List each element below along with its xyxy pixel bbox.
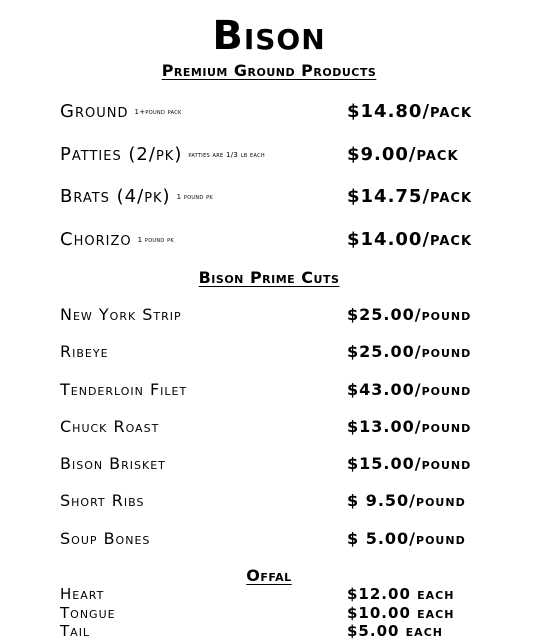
item-price: $25.00/pound bbox=[347, 305, 472, 324]
menu-row-tongue bbox=[60, 604, 490, 622]
item-name bbox=[60, 101, 182, 123]
menu-row-chuck-roast bbox=[60, 416, 490, 438]
menu-row-short-ribs bbox=[60, 490, 490, 512]
menu-row-heart bbox=[60, 585, 490, 603]
menu-row-brats bbox=[60, 186, 490, 208]
item-price: $9.00/pack bbox=[347, 144, 459, 165]
section-heading-prime-label: Bison Prime Cuts bbox=[198, 268, 340, 287]
item-price: $12.00 each bbox=[347, 585, 455, 603]
menu-row-new-york-strip bbox=[60, 304, 490, 326]
item-name-text: Chorizo bbox=[60, 229, 132, 250]
item-price: $14.80/pack bbox=[347, 101, 473, 122]
section-heading-offal bbox=[0, 566, 538, 586]
item-name-text: Ground bbox=[60, 101, 129, 122]
item-name bbox=[60, 186, 213, 208]
item-price: $ 5.00/pound bbox=[347, 529, 466, 548]
item-price: $10.00 each bbox=[347, 604, 455, 622]
item-note: 1 pound pk bbox=[176, 193, 213, 201]
item-name: Tail bbox=[60, 622, 91, 640]
item-price: $5.00 each bbox=[347, 622, 443, 640]
item-name-text: Brats (4/pk) bbox=[60, 186, 171, 207]
item-price: $43.00/pound bbox=[347, 380, 472, 399]
item-name: Short Ribs bbox=[60, 491, 145, 510]
menu-row-ground bbox=[60, 101, 490, 123]
item-name: Bison Brisket bbox=[60, 454, 166, 473]
item-name: Ribeye bbox=[60, 342, 109, 361]
item-name: Tongue bbox=[60, 604, 116, 622]
item-name-text: Patties (2/pk) bbox=[60, 144, 183, 165]
menu-row-ribeye bbox=[60, 341, 490, 363]
menu-row-tail bbox=[60, 622, 490, 640]
item-note: 1 pound pk bbox=[137, 236, 174, 244]
item-note: patties are 1/3 lb each bbox=[188, 151, 265, 159]
section-heading-ground-label: Premium Ground Products bbox=[161, 61, 377, 80]
item-price: $ 9.50/pound bbox=[347, 491, 466, 510]
item-name: Chuck Roast bbox=[60, 417, 160, 436]
section-heading-offal-label: Offal bbox=[246, 566, 292, 585]
item-name: Soup Bones bbox=[60, 529, 151, 548]
item-name: New York Strip bbox=[60, 305, 182, 324]
item-price: $25.00/pound bbox=[347, 342, 472, 361]
section-heading-ground bbox=[0, 61, 538, 81]
item-price: $14.75/pack bbox=[347, 186, 473, 207]
item-note: 1+pound pack bbox=[134, 108, 182, 116]
section-heading-prime bbox=[0, 268, 538, 288]
menu-row-tenderloin-filet bbox=[60, 379, 490, 401]
menu-row-patties bbox=[60, 144, 490, 166]
item-price: $14.00/pack bbox=[347, 229, 473, 250]
menu-row-chorizo bbox=[60, 229, 490, 251]
item-name: Heart bbox=[60, 585, 105, 603]
item-name: Tenderloin Filet bbox=[60, 380, 188, 399]
menu-row-soup-bones bbox=[60, 528, 490, 550]
item-price: $15.00/pound bbox=[347, 454, 472, 473]
item-price: $13.00/pound bbox=[347, 417, 472, 436]
page-title: Bison bbox=[212, 13, 326, 59]
item-name bbox=[60, 144, 265, 166]
menu-row-bison-brisket bbox=[60, 453, 490, 475]
item-name bbox=[60, 229, 174, 251]
